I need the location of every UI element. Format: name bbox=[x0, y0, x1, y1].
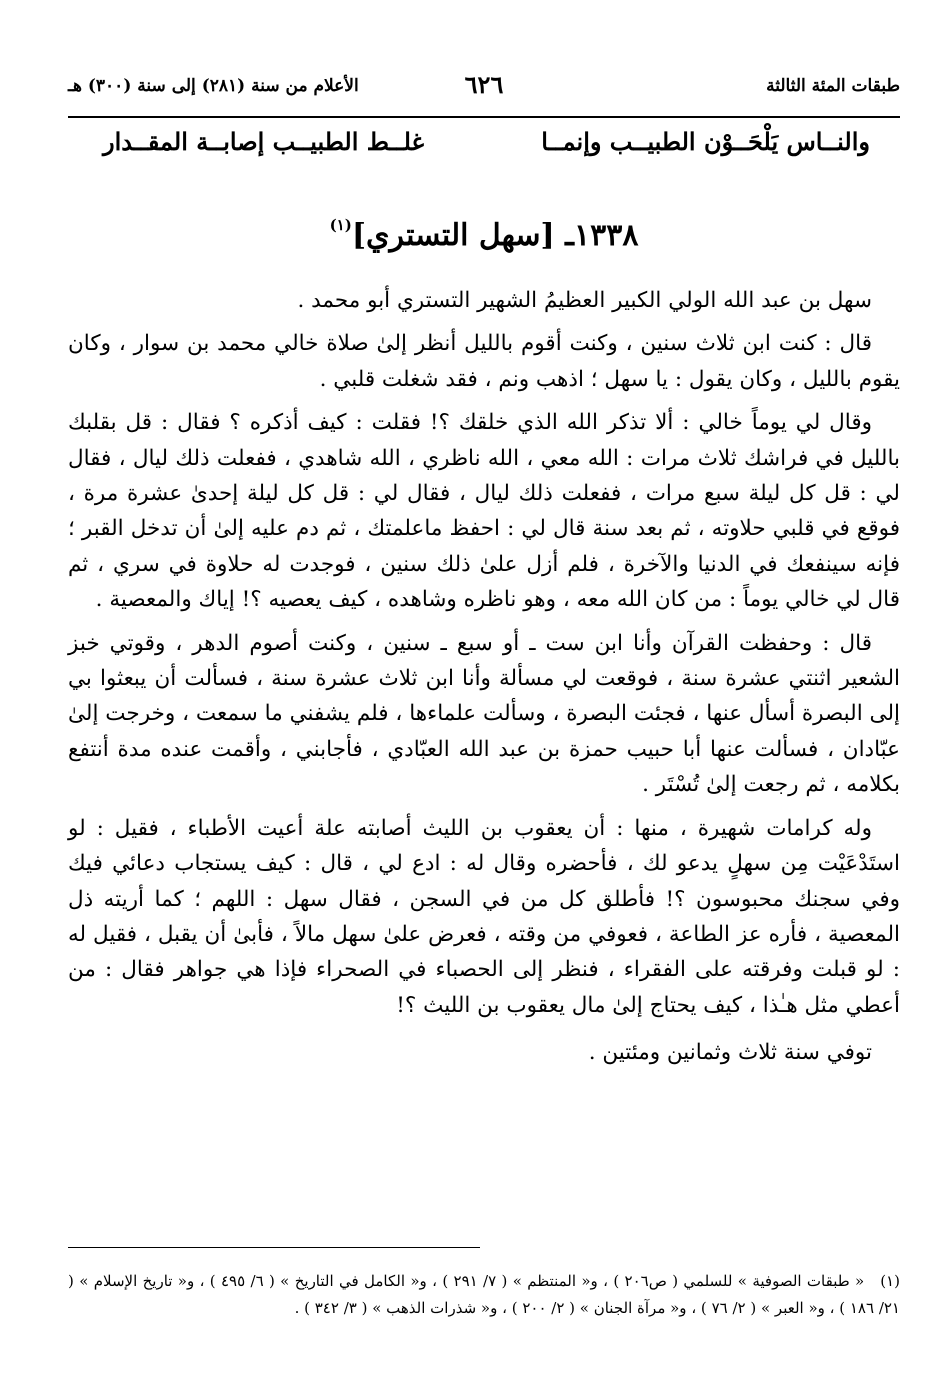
paragraph-name: سهل بن عبد الله الولي الكبير العظيمُ الشهير التستري أبو محمد . bbox=[297, 288, 872, 313]
paragraph-dhikr: وقال لي يوماً خالي : ألا تذكر الله الذي خلقك ؟! فقلت : كيف أذكره ؟ فقال : قل بقلبك بالليل في فراشك ثلاث مرات : الله معي ، الله ناظري ، الله شاهدي ، ففعلت ذلك ليال ، فقال لي : قل كل ليلة سبع مرات ، ففعلت ذلك ليال ، فقال لي : قل كل ليلة إحدىٰ عشرة مرة ، فوقع في قلبي حلاوته ، ثم بعد سنة قال لي : احفظ ماعلمتك ، ثم دم عليه إلىٰ أن تدخل القبر ؛ فإنه سينفعك في الدنيا والآخرة ، فلم أزل علىٰ ذلك سنين ، فوجدت له حلاوة في سري ، ثم قال لي خالي يوماً : من كان الله معه ، وهو ناظره وشاهده ، كيف يعصيه ؟! إياك والمعصية . bbox=[68, 410, 900, 613]
book-page bbox=[68, 0, 900, 1391]
verse-first-hemistich: والنــاس يَلْحَــوْن الطبيــب وإنمــا bbox=[541, 127, 870, 156]
footnote-divider bbox=[68, 1247, 480, 1248]
entry-heading bbox=[68, 218, 900, 253]
verse-second-hemistich: غلــط الطبيــب إصابــة المقــدار bbox=[103, 127, 425, 156]
entry-body bbox=[68, 283, 900, 1079]
header-divider bbox=[68, 116, 900, 118]
poetry-verse bbox=[68, 127, 900, 171]
section-title: الأعلام من سنة (٢٨١) إلى سنة (٣٠٠) هـ bbox=[68, 76, 359, 96]
book-title: طبقات المئة الثالثة bbox=[766, 76, 900, 96]
paragraph-death: توفي سنة ثلاث وثمانين ومئتين . bbox=[588, 1040, 872, 1066]
footnote-number: (١) bbox=[880, 1272, 900, 1290]
paragraph-education: قال : وحفظت القرآن وأنا ابن ست ـ أو سبع ـ سنين ، وكنت أصوم الدهر ، وقوتي خبز الشعير اثنتي عشرة سنة ، فوقعت لي مسألة وأنا ابن ثلاث عشرة سنة ، فسألت أن يبعثوا بي إلى البصرة أسأل عنها ، فجئت البصرة ، وسألت علماءها ، فلم يشفني ما سمعت ، وخرجت إلىٰ عبّادان ، فسألت عنها أبا حبيب حمزة بن عبد الله العبّادي ، فأجابني ، وأقمت عنده مدة أنتفع بكلامه ، ثم رجعت إلىٰ تُسْتَر . bbox=[68, 630, 900, 798]
entry-title-text: ١٣٣٨ـ [سهل التستري] bbox=[351, 218, 639, 253]
footnote-text: « طبقات الصوفية » للسلمي ( ص٢٠٦ ) ، و« المنتظم » ( ٧/ ٢٩١ ) ، و« الكامل في التاريخ » ( ٦/ ٤٩٥ ) ، و« تاريخ الإسلام » ( ٢١/ ١٨٦ ) ، و« العبر » ( ٢/ ٧٦ ) ، و« مرآة الجنان » ( ٢/ ٢٠٠ ) ، و« شذرات الذهب » ( ٣/ ٣٤٢ ) . bbox=[68, 1272, 900, 1317]
footnote bbox=[68, 1268, 900, 1322]
running-header bbox=[68, 70, 900, 100]
footnote-marker[interactable]: (١) bbox=[329, 216, 352, 234]
page-number: ٦٢٦ bbox=[464, 70, 504, 99]
paragraph-miracles: وله كرامات شهيرة ، منها : أن يعقوب بن الليث أصابته علة أعيت الأطباء ، فقيل : لو استَدْعَيْت مِن سهلٍ يدعو لك ، فأحضره وقال له : ادع لي ، قال : كيف يستجاب دعائي فيك وفي سجنك محبوسون ؟! فأطلق كل من في السجن ، فقال سهل : اللهم ؛ كما أريته ذل المعصية ، فأره عز الطاعة ، فعوفي من وقته ، فعرض علىٰ سهل مالاً ، فأبىٰ أن يقبل ، فقيل له : لو قبلت وفرقته على الفقراء ، فنظر إلى الحصباء في الصحراء فإذا هي جواهر فقال : من أعطي مثل هـٰذا ، كيف يحتاج إلىٰ مال يعقوب بن الليث ؟! bbox=[68, 815, 900, 1018]
paragraph-childhood: قال : كنت ابن ثلاث سنين ، وكنت أقوم بالليل أنظر إلىٰ صلاة خالي محمد بن سوار ، وكان يقوم بالليل ، وكان يقول : يا سهل ؛ اذهب ونم ، فقد شغلت قلبي . bbox=[68, 331, 900, 392]
